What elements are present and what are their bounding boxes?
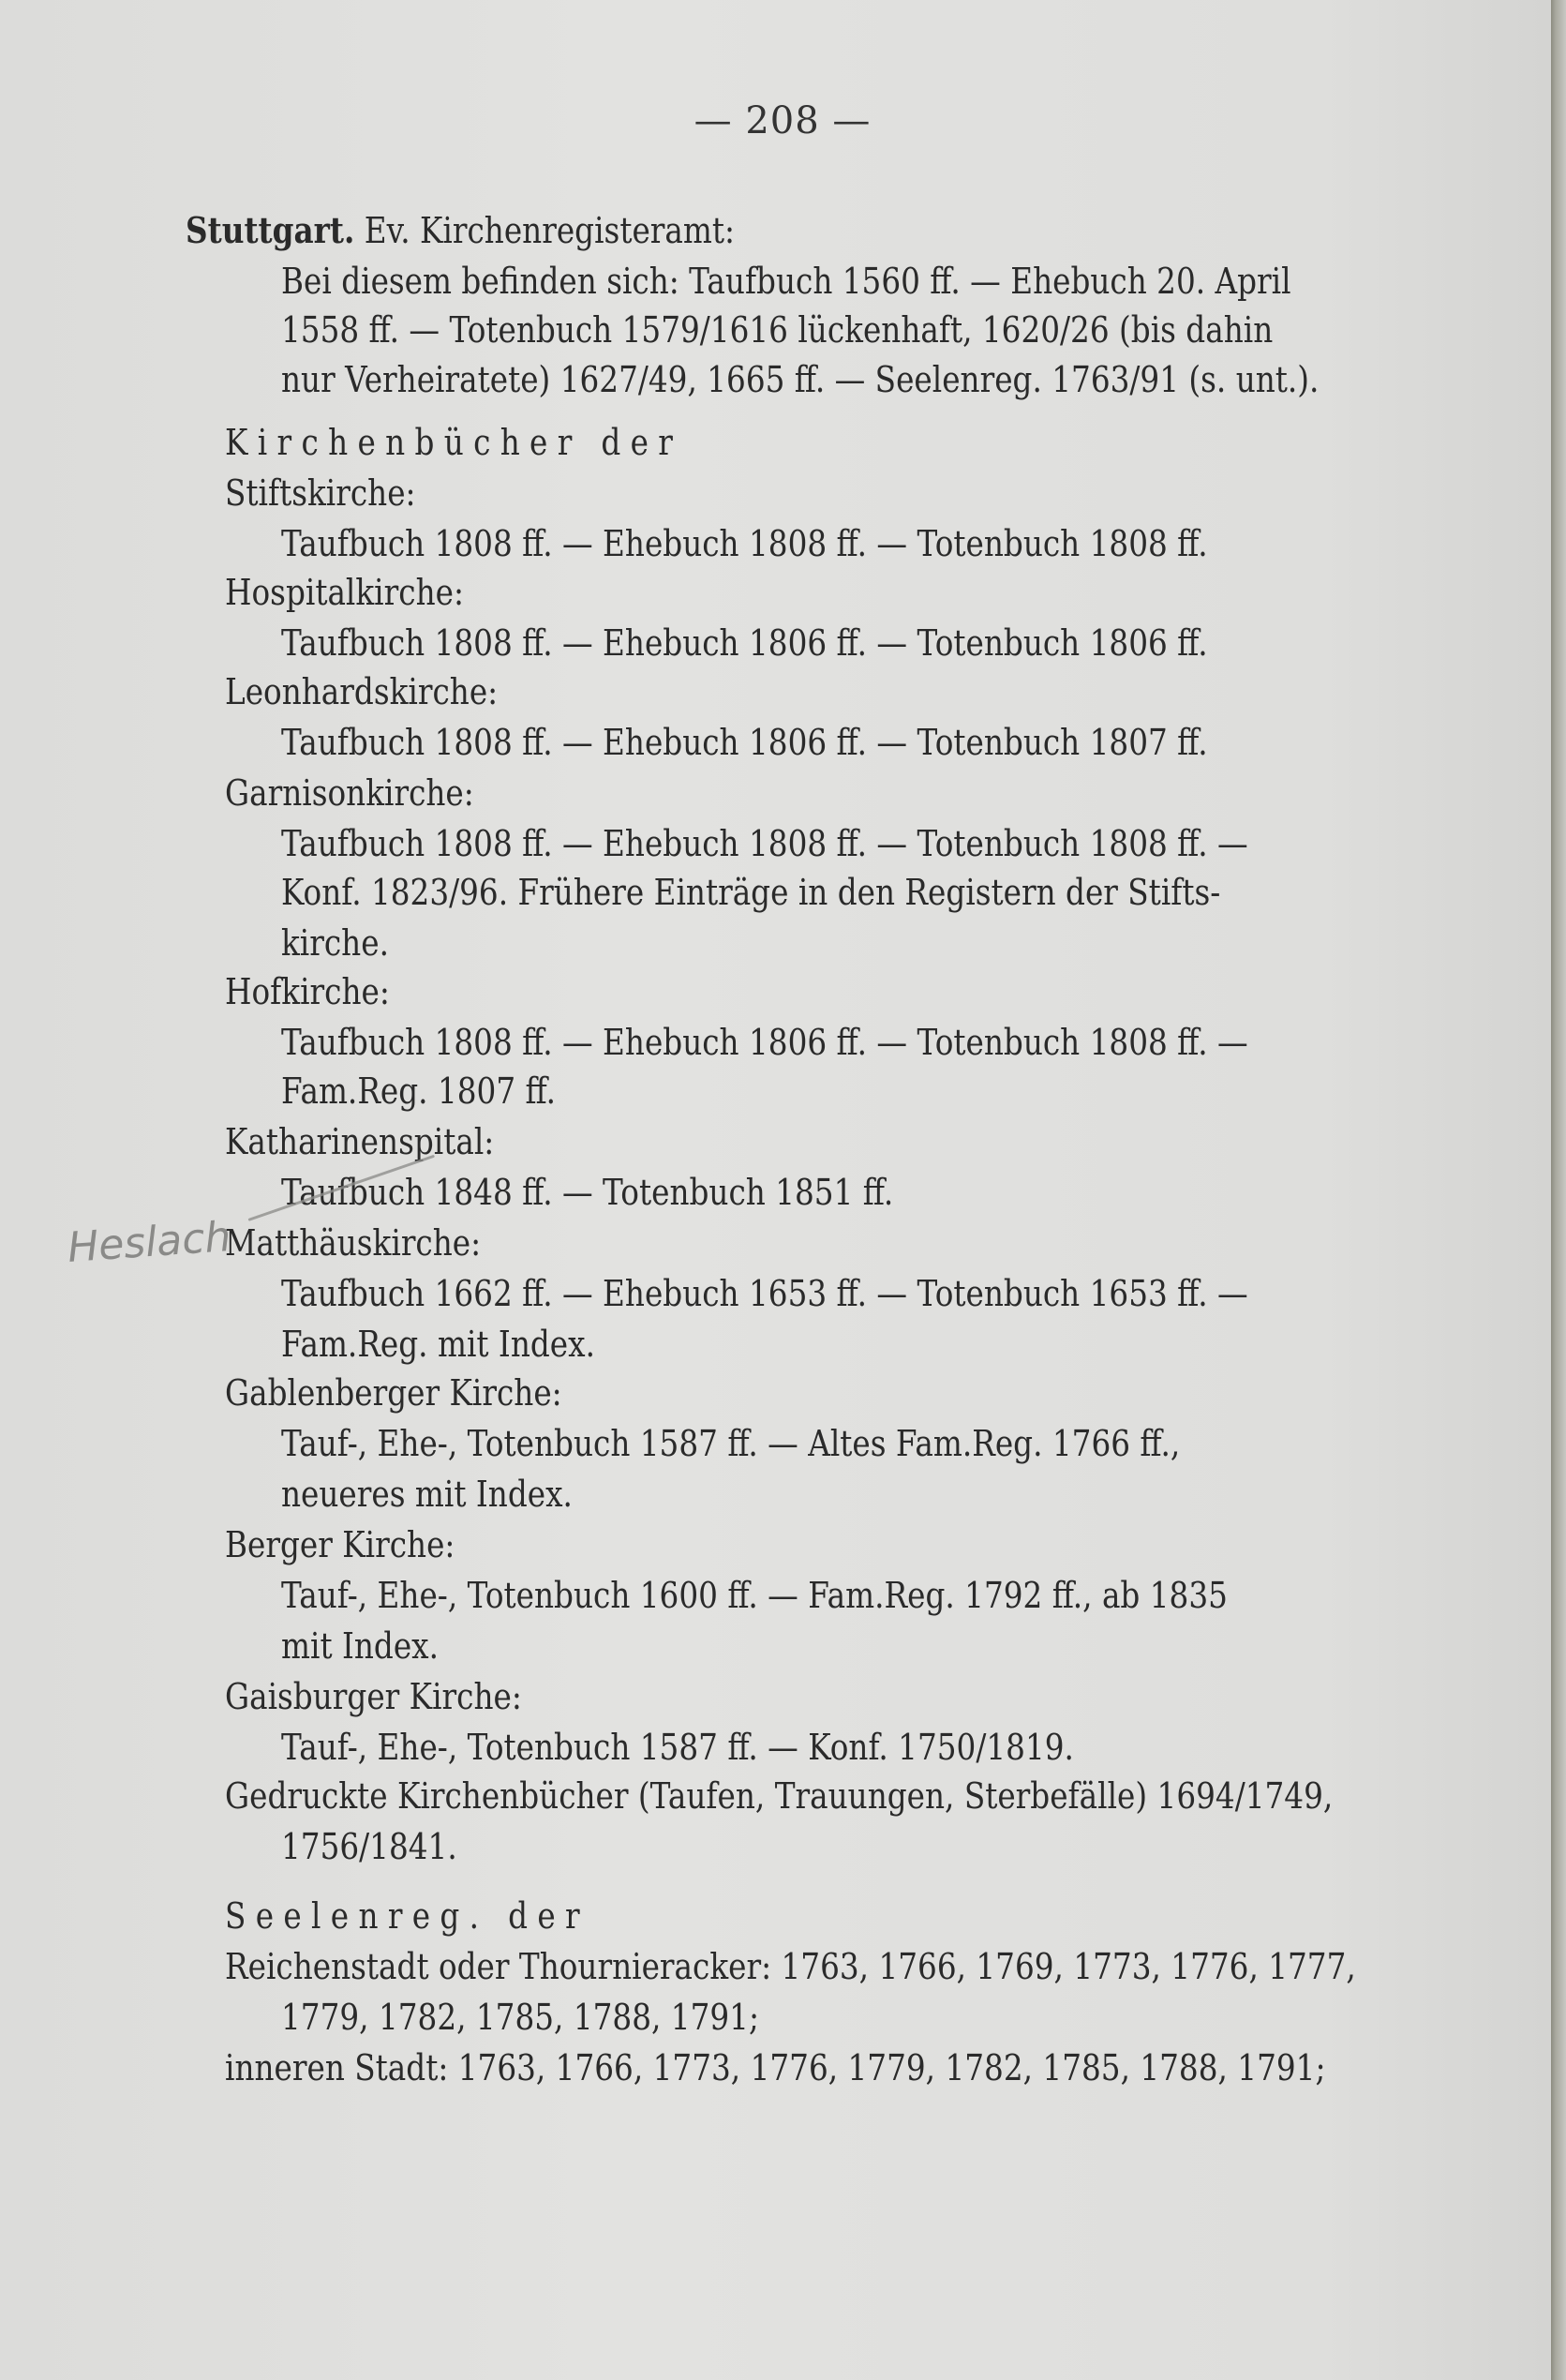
intro-line: Bei diesem befinden sich: Taufbuch 1560 ff. — Ehebuch 20. April (281, 261, 1291, 302)
seelenreg-line: inneren Stadt: 1763, 1766, 1773, 1776, 1779, 1782, 1785, 1788, 1791; (225, 2047, 1326, 2088)
church-records: kirche. (281, 922, 389, 964)
printed-registers: Gedruckte Kirchenbücher (Taufen, Trauungen, Sterbefälle) 1694/1749, (225, 1775, 1334, 1817)
church-name-katharinenspital: Katharinenspital: (225, 1121, 495, 1162)
church-name-hospitalkirche: Hospitalkirche: (225, 572, 464, 613)
church-name-garnisonkirche: Garnisonkirche: (225, 772, 474, 814)
church-records: Konf. 1823/96. Frühere Einträge in den Registern der Stifts- (281, 872, 1221, 913)
church-records: Taufbuch 1808 ff. — Ehebuch 1806 ff. — Totenbuch 1808 ff. — (281, 1022, 1248, 1063)
church-records: Taufbuch 1808 ff. — Ehebuch 1806 ff. — Totenbuch 1807 ff. (281, 722, 1208, 763)
entry-heading (186, 208, 735, 253)
place-name: Stuttgart. (186, 209, 355, 251)
intro-line: nur Verheiratete) 1627/49, 1665 ff. — Seelenreg. 1763/91 (s. unt.). (281, 359, 1320, 400)
church-records: mit Index. (281, 1625, 439, 1667)
church-name-stiftskirche: Stiftskirche: (225, 472, 416, 514)
printed-registers: 1756/1841. (281, 1826, 457, 1867)
church-name-berger-kirche: Berger Kirche: (225, 1524, 455, 1565)
church-records: Taufbuch 1848 ff. — Totenbuch 1851 ff. (281, 1172, 894, 1213)
church-records: Fam.Reg. 1807 ff. (281, 1070, 556, 1112)
intro-line: 1558 ff. — Totenbuch 1579/1616 lückenhaft, 1620/26 (bis dahin (281, 309, 1274, 351)
church-records: Taufbuch 1808 ff. — Ehebuch 1808 ff. — Totenbuch 1808 ff. (281, 523, 1208, 564)
section-heading-seelenreg: Seelenreg. der (225, 1895, 589, 1937)
seelenreg-line: Reichenstadt oder Thournieracker: 1763, 1766, 1769, 1773, 1776, 1777, (225, 1946, 1356, 1987)
church-records: Fam.Reg. mit Index. (281, 1324, 595, 1365)
church-records: Tauf-, Ehe-, Totenbuch 1587 ff. — Konf. 1750/1819. (281, 1727, 1074, 1768)
church-name-leonhardskirche: Leonhardskirche: (225, 671, 499, 712)
church-name-matthaeuskirche: Matthäuskirche: (225, 1222, 482, 1264)
seelenreg-line: 1779, 1782, 1785, 1788, 1791; (281, 1997, 759, 2038)
church-records: Taufbuch 1808 ff. — Ehebuch 1806 ff. — Totenbuch 1806 ff. (281, 622, 1208, 664)
section-heading-kirchenbuecher: Kirchenbücher der (225, 422, 683, 463)
church-records: Tauf-, Ehe-, Totenbuch 1587 ff. — Altes Fam.Reg. 1766 ff., (281, 1423, 1181, 1464)
church-records: Taufbuch 1662 ff. — Ehebuch 1653 ff. — Totenbuch 1653 ff. — (281, 1273, 1248, 1314)
church-records: Tauf-, Ehe-, Totenbuch 1600 ff. — Fam.Reg. 1792 ff., ab 1835 (281, 1575, 1228, 1616)
church-name-hofkirche: Hofkirche: (225, 971, 390, 1012)
page-number: — 208 — (694, 99, 872, 142)
page-edge (1551, 0, 1566, 2380)
office-name: Ev. Kirchenregisteramt: (364, 210, 736, 251)
church-records: Taufbuch 1808 ff. — Ehebuch 1808 ff. — Totenbuch 1808 ff. — (281, 823, 1248, 864)
church-records: neueres mit Index. (281, 1474, 573, 1515)
handwritten-annotation: Heslach (66, 1212, 232, 1273)
church-name-gablenberger-kirche: Gablenberger Kirche: (225, 1372, 562, 1414)
church-name-gaisburger-kirche: Gaisburger Kirche: (225, 1676, 522, 1717)
